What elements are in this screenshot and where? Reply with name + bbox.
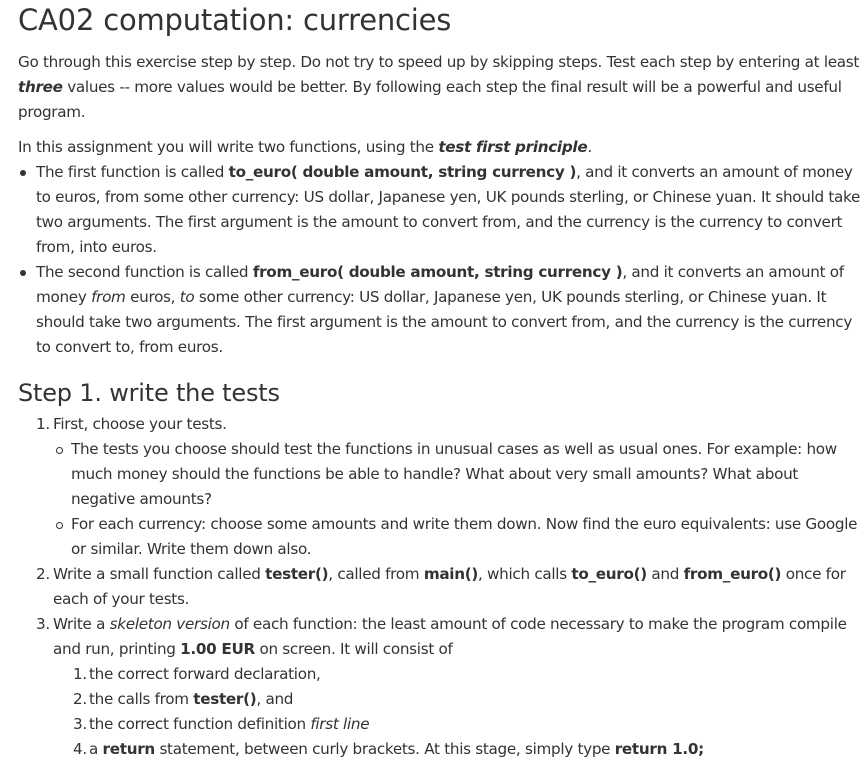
item-number: 2. — [36, 565, 50, 583]
section-heading: Step 1. write the tests — [18, 379, 280, 407]
list-item: 1. First, choose your tests. The tests you choose should test the functions in unusual cases as well as usual ones. For example: how much money should the functions be able to handle? What about very small amounts? What about negative amounts? For each currency: choose some amounts and write them down. Now find the euro equivalents: use Google or similar. Write them down also. — [18, 412, 861, 562]
list-item: 4. a return statement, between curly brackets. At this stage, simply type return 1.0; — [73, 740, 704, 758]
list-item: 3. the correct function definition first line — [73, 715, 370, 733]
function-signature: to_euro( double amount, string currency ) — [228, 163, 577, 181]
sub-list — [53, 437, 861, 562]
document — [0, 2, 867, 762]
assignment-paragraph — [18, 135, 861, 160]
function-signature: from_euro( double amount, string currency ) — [252, 263, 623, 281]
text: Go through this exercise step by step. Do not try to speed up by skipping steps. Test each step by entering at least — [18, 53, 860, 71]
list-item: 1. the correct forward declaration, — [73, 665, 321, 683]
list-item: 2. Write a small function called tester(), called from main(), which calls to_euro() and from_euro() once for each of your tests. — [18, 562, 861, 612]
emphasis: test first principle — [438, 138, 588, 156]
list-item: The second function is called from_euro( double amount, string currency ), and it converts an amount of money from euros, to some other currency: US dollar, Japanese yen, UK pounds sterling, or Chinese yuan. It should take two arguments. The first argument is the amount to convert from, and the currency is the currency to convert to, from euros. — [18, 260, 861, 360]
text: values -- more values would be better. By following each step the final result will be a powerful and useful program. — [18, 78, 842, 121]
text: In this assignment you will write two functions, using the — [18, 138, 439, 156]
steps-list — [18, 412, 861, 762]
list-item: 2. the calls from tester(), and — [73, 690, 294, 708]
list-item: The tests you choose should test the functions in unusual cases as well as usual ones. For example: how much money should the functions be able to handle? What about very small amounts? What about negative amounts? — [53, 437, 861, 512]
list-item: For each currency: choose some amounts and write them down. Now find the euro equivalents: use Google or similar. Write them down also. — [53, 512, 861, 562]
page-title: CA02 computation: currencies — [18, 3, 452, 37]
intro-paragraph — [18, 50, 861, 125]
emphasis: three — [18, 78, 63, 96]
sub-list — [53, 662, 861, 762]
item-number: 1. — [36, 415, 50, 433]
text: . — [587, 138, 592, 156]
list-item: 3. Write a skeleton version of each function: the least amount of code necessary to make the program compile and run, printing 1.00 EUR on screen. It will consist of 1. the correct forward declaration, 2. the calls from tester(), and 3. the correct function definition first line 4. a return statement, between curly brackets. At this stage, simply type return 1.0; — [18, 612, 861, 762]
item-number: 3. — [36, 615, 50, 633]
list-item: The first function is called to_euro( double amount, string currency ), and it converts an amount of money to euros, from some other currency: US dollar, Japanese yen, UK pounds sterling, or Chinese yuan. It should take two arguments. The first argument is the amount to convert from, and the currency is the currency to convert from, into euros. — [18, 160, 861, 260]
function-list — [18, 160, 861, 360]
